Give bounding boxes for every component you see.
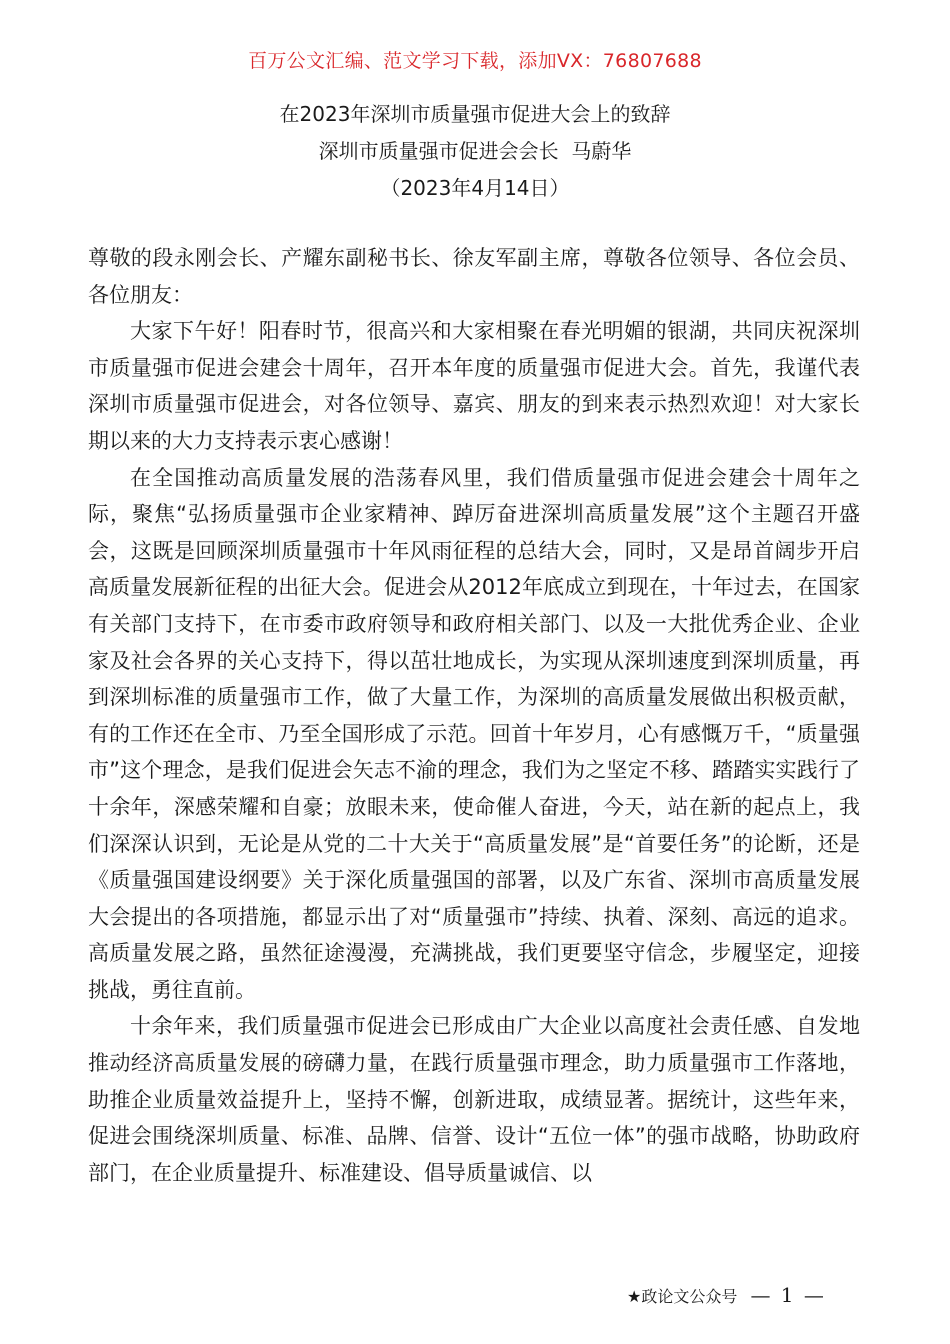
document-date: （2023年4月14日） [380, 176, 570, 200]
paragraph: 大家下午好！阳春时节，很高兴和大家相聚在春光明媚的银湖，共同庆祝深圳市质量强市促进会建会十周年，召开本年度的质量强市促进大会。首先，我谨代表深圳市质量强市促进会，对各位领导、嘉宾、朋友的到来表示热烈欢迎！对大家长期以来的大力支持表示衷心感谢！ [88, 319, 860, 453]
salutation: 尊敬的段永刚会长、产耀东副秘书长、徐友军副主席，尊敬各位领导、各位会员、各位朋友： [88, 246, 860, 307]
paragraph: 在全国推动高质量发展的浩荡春风里，我们借质量强市促进会建会十周年之际，聚焦“弘扬质量强市企业家精神、踔厉奋进深圳高质量发展”这个主题召开盛会，这既是回顾深圳质量强市十年风雨征程的总结大会，同时，又是昂首阔步开启高质量发展新征程的出征大会。促进会从2012年底成立到现在，十年过去，在国家有关部门支持下，在市委市政府领导和政府相关部门、以及一大批优秀企业、企业家及社会各界的关心支持下，得以茁壮地成长，为实现从深圳速度到深圳质量，再到深圳标准的质量强市工作，做了大量工作，为深圳的高质量发展做出积极贡献，有的工作还在全市、乃至全国形成了示范。回首十年岁月，心有感慨万千，“质量强市”这个理念，是我们促进会矢志不渝的理念，我们为之坚定不移、踏踏实实践行了十余年，深感荣耀和自豪；放眼未来，使命催人奋进，今天，站在新的起点上，我们深深认识到，无论是从党的二十大关于“高质量发展”是“首要任务”的论断，还是《质量强国建设纲要》关于深化质量强国的部署，以及广东省、深圳市高质量发展大会提出的各项措施，都显示出了对“质量强市”持续、执着、深刻、高远的追求。高质量发展之路，虽然征途漫漫，充满挑战，我们更要坚守信念，步履坚定，迎接挑战，勇往直前。 [88, 465, 860, 1002]
page-footer [627, 1283, 826, 1307]
page-number: — 1 — [750, 1283, 826, 1307]
paragraph: 十余年来，我们质量强市促进会已形成由广大企业以高度社会责任感、自发地推动经济高质量发展的磅礴力量，在践行质量强市理念，助力质量强市工作落地，助推企业质量效益提升上，坚持不懈，创新进取，成绩显著。据统计，这些年来，促进会围绕深圳质量、标准、品牌、信誉、设计“五位一体”的强市战略，协助政府部门，在企业质量提升、标准建设、倡导质量诚信、以 [88, 1014, 860, 1185]
document-body [88, 240, 860, 1191]
document-author: 深圳市质量强市促进会会长 马蔚华 [318, 139, 632, 163]
footer-source: ★政论文公众号 [627, 1287, 738, 1306]
promo-banner: 百万公文汇编、范文学习下载，添加VX：76807688 [248, 50, 702, 72]
document-header [0, 96, 950, 207]
document-title: 在2023年深圳市质量强市促进大会上的致辞 [279, 102, 671, 126]
